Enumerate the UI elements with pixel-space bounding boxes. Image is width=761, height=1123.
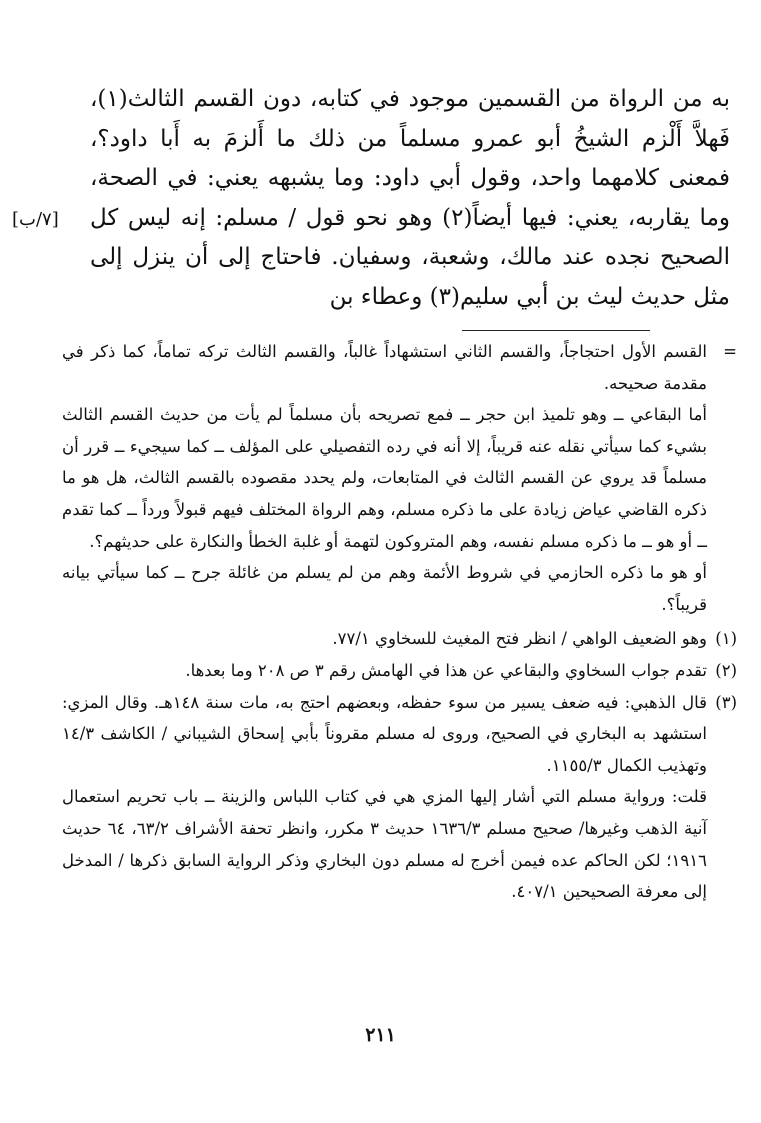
footnote-paragraph: قال الذهبي: فيه ضعف يسير من سوء حفظه، وبعضهم احتج به، مات سنة ١٤٨هـ. وقال المزي: استشهد به البخاري في الصحيح، وروى له مسلم مقروناً بأبي إسحاق الشيباني / الكاشف ١٤/٣ وتهذيب الكمال ١١٥٥/٣. — [62, 692, 707, 775]
footnote-body — [62, 623, 707, 655]
continuation-marker: = — [723, 342, 737, 361]
footnote-paragraph: قلت: ورواية مسلم التي أشار إليها المزي هي في كتاب اللباس والزينة ــ باب تحريم استعمال آنية الذهب وغيرها/ صحيح مسلم ١٦٣٦/٣ حديث ٣ مكرر، وانظر تحفة الأشراف ٦٣/٢، ٦٤ حديث ١٩١٦؛ لكن الحاكم عده فيمن أخرج له مسلم دون البخاري وذكر الرواية السابق ذكرها / المدخل إلى معرفة الصحيحين ٤٠٧/١. — [62, 787, 708, 902]
footnote-separator — [462, 330, 650, 331]
footnote-body — [62, 655, 707, 687]
main-paragraph: به من الرواة من القسمين موجود في كتابه، دون القسم الثالث(١)، فَهلاَّ أَلْزم الشيخُ أبو عمرو مسلماً من ذلك ما أَلزمَ به أَبا داود؟، فمعنى كلامهما واحد، وقول أبي داود: وما يشبهه يعني: في الصحة، وما يقاربه، يعني: فيها أيضاً(٢) وهو نحو قول / مسلم: إنه ليس كل الصحيح نجده عند مالك، وشعبة، وسفيان. فاحتاج إلى أن ينزل إلى مثل حديث ليث بن أبي سليم(٣) وعطاء بن — [90, 86, 730, 310]
footnote-marker: (١) — [715, 629, 737, 649]
page-number: ٢١١ — [365, 1024, 396, 1046]
footnote-3 — [62, 687, 737, 908]
footnote-paragraph: تقدم جواب السخاوي والبقاعي عن هذا في الهامش رقم ٣ ص ٢٠٨ وما بعدها. — [185, 660, 707, 680]
folio-margin-note: [٧/ب] — [12, 209, 59, 230]
footnote-body — [62, 687, 707, 908]
footnote-2 — [62, 655, 737, 687]
footnotes-section — [62, 336, 737, 908]
footnote-body — [62, 336, 707, 620]
footnote-paragraph: أو هو ما ذكره الحازمي في شروط الأئمة وهم من لم يسلم من غائلة جرح ــ كما سيأتي بيانه قريباً؟. — [62, 563, 707, 614]
footnote-marker: (٣) — [715, 692, 737, 712]
footnote-continuation — [62, 336, 737, 620]
footnote-paragraph: أما البقاعي ــ وهو تلميذ ابن حجر ــ فمع تصريحه بأن مسلماً لم يأت من حديث القسم الثالث بشيء كما سيأتي نقله عنه قريباً، إلا أنه في رده التفصيلي على المؤلف ــ كما سيجيء ــ قرر أن مسلماً قد يروي عن القسم الثالث في المتابعات، ولم يحدد مقصوده بالقسم الثالث، هل هو ما ذكره القاضي عياض زيادة على ما ذكره مسلم، وهم الرواة المختلف فيهم قبولاً ورداً ــ كما تقدم ــ أو هو ــ ما ذكره مسلم نفسه، وهم المتروكون لتهمة أو غلبة الخطأ والنكارة على حديثهم؟. — [62, 405, 707, 551]
footnote-paragraph: وهو الضعيف الواهي / انظر فتح المغيث للسخاوي ٧٧/١. — [332, 629, 707, 649]
main-text-block — [90, 80, 730, 317]
footnote-1 — [62, 623, 737, 655]
footnote-marker: (٢) — [715, 660, 737, 680]
footnote-paragraph: القسم الأول احتجاجاً، والقسم الثاني استشهاداً غالباً، والقسم الثالث تركه تماماً، كما ذكر في مقدمة صحيحه. — [62, 342, 707, 393]
